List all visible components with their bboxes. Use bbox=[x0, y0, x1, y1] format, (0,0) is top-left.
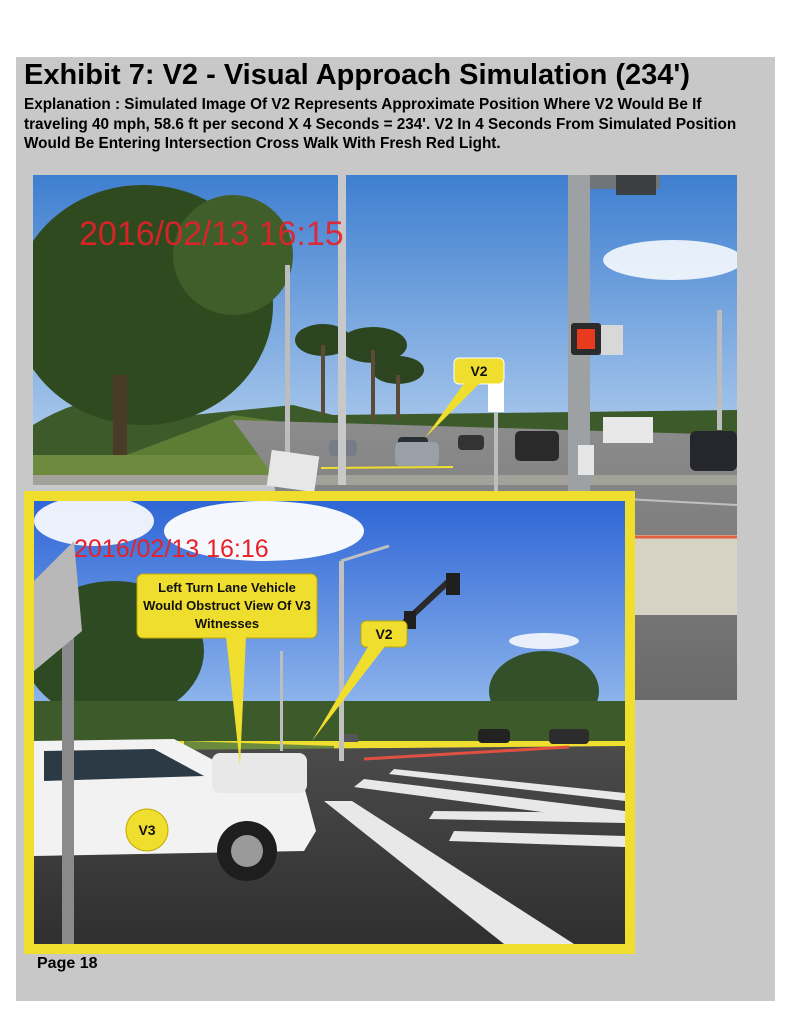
v2-callout-label-1616: V2 bbox=[375, 626, 393, 642]
exhibit-title: Exhibit 7: V2 - Visual Approach Simulation (234') bbox=[24, 59, 690, 91]
v2-callout-label: V2 bbox=[470, 363, 488, 379]
v2-simulated-vehicle bbox=[395, 442, 439, 466]
photo-approach-1616 bbox=[34, 501, 625, 944]
street-scene-1616 bbox=[34, 501, 625, 944]
timestamp-1615: 2016/02/13 16:15 bbox=[79, 215, 344, 253]
photo-approach-1616-frame bbox=[24, 491, 635, 954]
left-turn-callout-label: Left Turn Lane Vehicle Would Obstruct View Of V3 Witnesses bbox=[143, 580, 311, 631]
explanation-text: Explanation : Simulated Image Of V2 Represents Approximate Position Where V2 Would Be If traveling 40 mph, 58.6 ft per second X 4 Seconds = 234'. V2 In 4 Seconds From Simulated Position Would Be Entering Intersection Cross Walk With Fresh Red Light. bbox=[24, 96, 737, 152]
page-number: Page 18 bbox=[37, 955, 98, 972]
timestamp-1616: 2016/02/13 16:16 bbox=[74, 535, 269, 563]
v3-badge-label: V3 bbox=[138, 822, 156, 838]
pedestrian-signal-icon bbox=[571, 323, 623, 355]
